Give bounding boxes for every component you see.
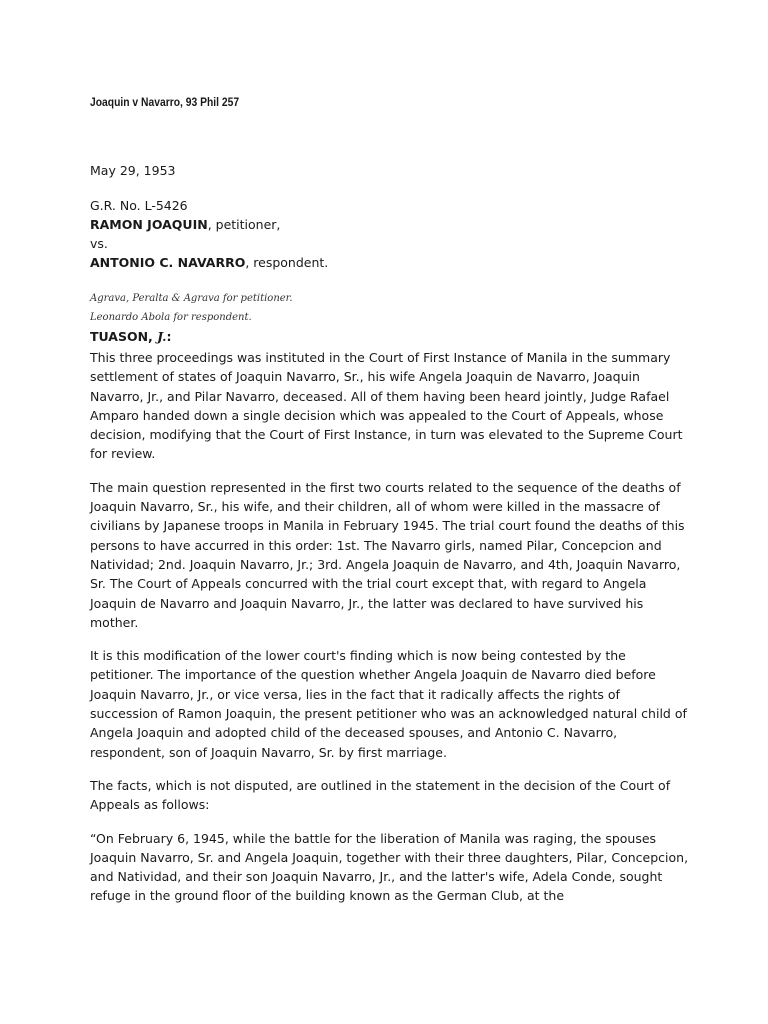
paragraph-2: The main question represented in the first two courts related to the sequence of the deaths of Joaquin Navarro, Sr., his wife, and their children, all of whom were killed in the massacre of civilians by Japanese troops in Manila in February 1945. The trial court found the deaths of this persons to have accurred in this order: 1st. The Navarro girls, named Pilar, Concepcion and Natividad; 2nd. Joaquin Navarro, Jr.; 3rd. Angela Joaquin de Navarro, and 4th, Joaquin Navarro, Sr. The Court of Appeals concurred with the trial court except that, with regard to Angela Joaquin de Navarro and Joaquin Navarro, Jr., the latter was declared to have survived his mother. bbox=[90, 479, 685, 630]
paragraph-1: This three proceedings was instituted in the Court of First Instance of Manila in the summary settlement of states of Joaquin Navarro, Sr., his wife Angela Joaquin de Navarro, Joaquin Navarro, Jr., and Pilar Navarro, deceased. All of them having been heard jointly, Judge Rafael Amparo handed down a single decision which was appealed to the Court of Appeals, whose decision, modifying that the Court of First Instance, in turn was elevated to the Supreme Court for review. bbox=[90, 350, 683, 462]
paragraph-3: It is this modification of the lower court's finding which is now being contested by the petitioner. The importance of the question whether Angela Joaquin de Navarro died before Joaquin Navarro, Jr., or vice versa, lies in the fact that it radically affects the rights of succession of Ramon Joaquin, the present petitioner who was an acknowledged natural child of Angela Joaquin and adopted child of the deceased spouses, and Antonio C. Navarro, respondent, son of Joaquin Navarro, Sr. by first marriage. bbox=[90, 648, 687, 760]
ponente-colon: : bbox=[166, 329, 172, 344]
gr-number: G.R. No. L-5426 bbox=[90, 198, 188, 213]
respondent-role: , respondent. bbox=[245, 255, 329, 270]
ponente-name: TUASON, bbox=[90, 329, 158, 344]
petitioner-name: RAMON JOAQUIN bbox=[90, 217, 208, 232]
decision-date: May 29, 1953 bbox=[90, 163, 176, 178]
respondent-name: ANTONIO C. NAVARRO bbox=[90, 255, 246, 270]
counsel-respondent: Leonardo Abola for respondent. bbox=[90, 312, 252, 323]
petitioner-line bbox=[90, 215, 328, 234]
respondent-line bbox=[90, 253, 328, 272]
ponente bbox=[90, 329, 171, 344]
petitioner-role: , petitioner, bbox=[207, 217, 281, 232]
case-caption bbox=[90, 196, 328, 272]
counsel-petitioner: Agrava, Peralta & Agrava for petitioner. bbox=[90, 293, 293, 304]
ponente-suffix: J. bbox=[157, 329, 167, 344]
decision-body bbox=[90, 348, 690, 920]
paragraph-5: “On February 6, 1945, while the battle for the liberation of Manila was raging, the spouses Joaquin Navarro, Sr. and Angela Joaquin, together with their three daughters, Pilar, Concepcion, and Natividad, and their son Joaquin Navarro, Jr., and the latter's wife, Adela Conde, sought refuge in the ground floor of the building known as the German Club, at the bbox=[90, 830, 689, 904]
versus: vs. bbox=[90, 236, 108, 251]
counsel-block bbox=[90, 289, 293, 327]
paragraph-4: The facts, which is not disputed, are outlined in the statement in the decision of the Court of Appeals as follows: bbox=[90, 777, 671, 813]
document-title: Joaquin v Navarro, 93 Phil 257 bbox=[90, 95, 240, 109]
